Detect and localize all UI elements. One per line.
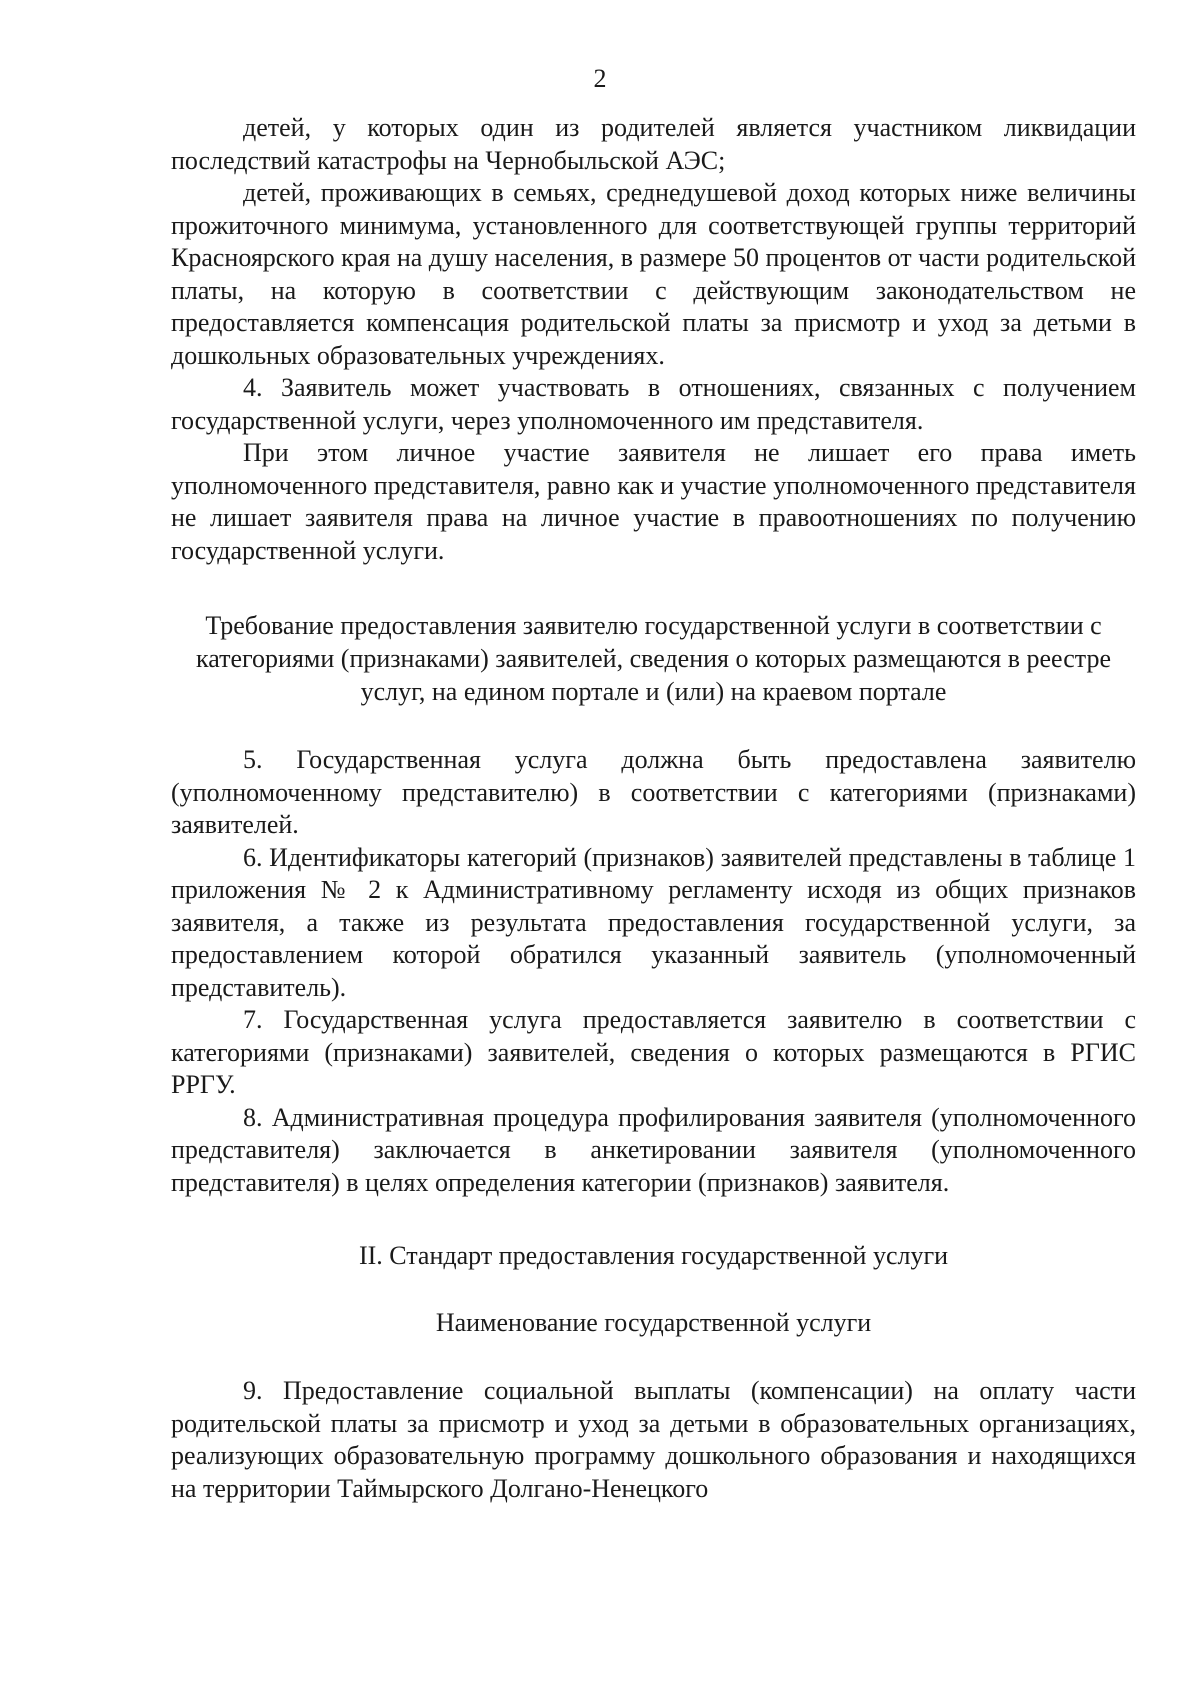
paragraph-item-4: 4. Заявитель может участвовать в отношениях, связанных с получением государственной услуги, через уполномоченного им представителя. (171, 373, 1136, 435)
page-number: 2 (593, 64, 607, 93)
document-body (171, 112, 1136, 1505)
paragraph-item-5: 5. Государственная услуга должна быть предоставлена заявителю (уполномоченному представителю) в соответствии с категориями (признаками) заявителей. (171, 745, 1136, 839)
paragraph-item-6: 6. Идентификаторы категорий (признаков) заявителей представлены в таблице 1 приложения № 2 к Административному регламенту исходя из общих признаков заявителя, а также из результата предоставления государственной услуги, за предоставлением которой обратился указанный заявитель (уполномоченный представитель). (171, 842, 1136, 1002)
heading-service-name: Наименование государственной услуги (435, 1308, 872, 1337)
heading-requirement: Требование предоставления заявителю государственной услуги в соответствии с категориями (признаками) заявителей, сведения о которых размещаются в реестре услуг, на едином портале и (или) на краевом портале (196, 611, 1111, 706)
heading-section-2: II. Стандарт предоставления государственной услуги (358, 1241, 949, 1270)
paragraph-item-8: 8. Административная процедура профилирования заявителя (уполномоченного представителя) заключается в анкетировании заявителя (уполномоченного представителя) в целях определения категории (признаков) заявителя. (171, 1102, 1136, 1197)
paragraph-personal-participation: При этом личное участие заявителя не лишает его права иметь уполномоченного представителя, равно как и участие уполномоченного представителя не лишает заявителя права на личное участие в правоотношениях по получению государственной услуги. (171, 438, 1136, 565)
paragraph-low-income: детей, проживающих в семьях, среднедушевой доход которых ниже величины прожиточного минимума, установленного для соответствующей группы территорий Красноярского края на душу населения, в размере 50 процентов от части родительской платы, на которую в соответствии с действующим законодательством не предоставляется компенсация родительской платы за присмотр и уход за детьми в дошкольных образовательных учреждениях. (171, 178, 1136, 370)
paragraph-item-9: 9. Предоставление социальной выплаты (компенсации) на оплату части родительской платы за присмотр и уход за детьми в образовательных организациях, реализующих образовательную программу дошкольного образования и находящихся на территории Таймырского Долгано-Ненецкого (171, 1376, 1136, 1503)
paragraph-item-7: 7. Государственная услуга предоставляется заявителю в соответствии с категориями (признаками) заявителей, сведения о которых размещаются в РГИС РРГУ. (171, 1005, 1136, 1099)
paragraph-chernobyl: детей, у которых один из родителей является участником ликвидации последствий катастрофы на Чернобыльской АЭС; (171, 113, 1136, 175)
